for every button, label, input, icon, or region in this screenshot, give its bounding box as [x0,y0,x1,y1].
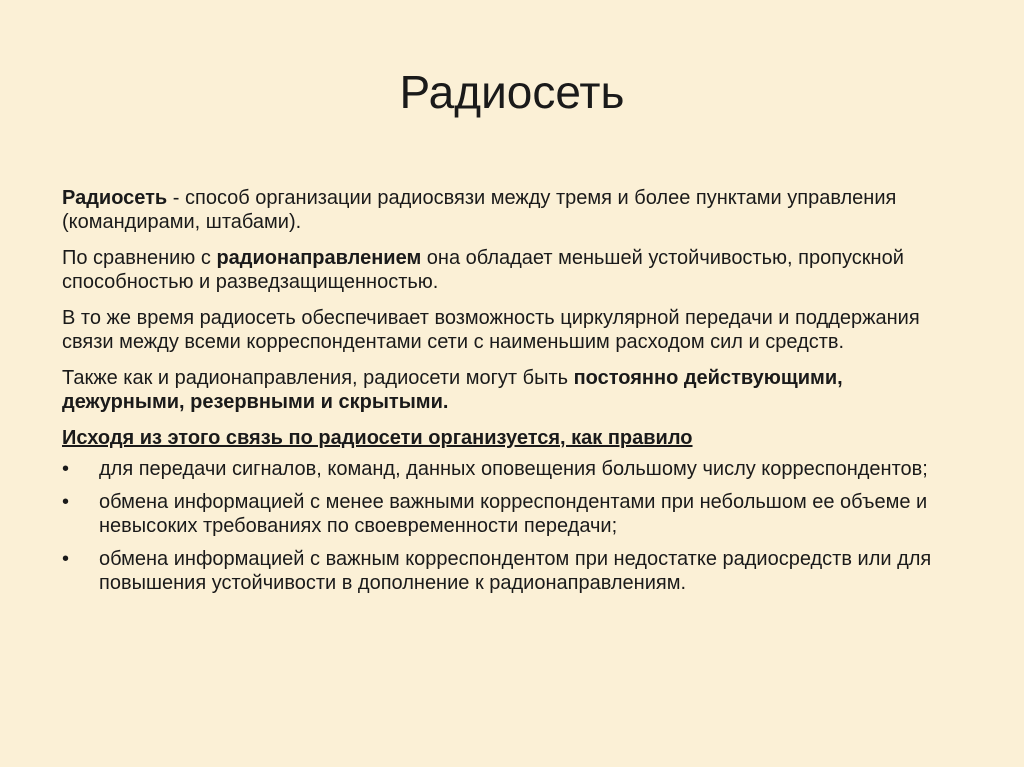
types-text-before: Также как и радионаправления, радиосети могут быть [62,367,574,389]
bullet-icon: • [62,458,70,480]
comparison-text-after: она обладает меньшей устойчивостью, пропускной способностью и разведзащищенностью. [62,247,904,293]
paragraph-advantages: В то же время радиосеть обеспечивает возможность циркулярной передачи и поддержания связи между всеми корреспондентами сети с наименьшим расходом сил и средств. [62,307,920,353]
slide-body [62,186,962,604]
definition-text: - способ организации радиосвязи между тремя и более пунктами управления (командирами, штабами). [62,187,897,233]
term-radiodirection: радионаправлением [216,247,422,269]
bullet-text: для передачи сигналов, команд, данных оповещения большому числу корреспондентов; [99,458,928,480]
comparison-text-before: По сравнению с [62,247,217,269]
term-radionet: Радиосеть [62,187,168,209]
paragraph-types [62,366,962,414]
list-item [62,490,962,538]
bullet-text: обмена информацией с менее важными корреспондентами при небольшом ее объеме и невысоких требованиях по своевременности передачи; [99,491,928,537]
bullet-icon: • [62,548,70,570]
section-subheading: Исходя из этого связь по радиосети организуется, как правило [62,427,693,449]
types-list: постоянно действующими, дежурными, резервными и скрытыми. [62,367,843,413]
list-item [62,547,962,595]
paragraph-definition [62,186,962,234]
slide-title: Радиосеть [399,66,625,118]
paragraph-comparison [62,246,962,294]
list-item [62,457,962,481]
bullet-text: обмена информацией с важным корреспондентом при недостатке радиосредств или для повышения устойчивости в дополнение к радионаправлениям. [99,548,932,594]
bullet-icon: • [62,491,70,513]
bullet-list [62,457,962,595]
